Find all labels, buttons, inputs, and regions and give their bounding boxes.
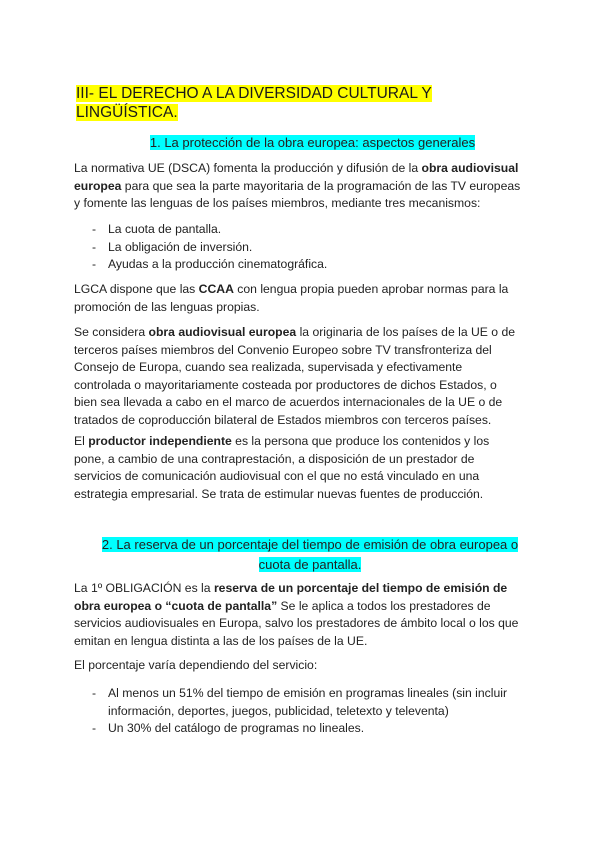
obra-text-1: Se considera bbox=[74, 325, 149, 339]
obra-europea-paragraph bbox=[74, 324, 522, 430]
list-item-text: La cuota de pantalla. bbox=[108, 222, 222, 236]
list-item: - La obligación de inversión. bbox=[92, 239, 253, 254]
lgca-bold: CCAA bbox=[198, 282, 234, 296]
list-item-text: Ayudas a la producción cinematográfica. bbox=[108, 257, 328, 272]
percentage-list bbox=[92, 685, 512, 738]
list-item: - Ayudas a la producción cinematográfica. bbox=[92, 257, 328, 272]
subsection-heading-1-text: 1. La protección de la obra europea: aspectos generales bbox=[149, 135, 476, 150]
obra-bold: obra audiovisual europea bbox=[148, 325, 297, 339]
mechanisms-list bbox=[92, 221, 512, 274]
section-title-text: III- EL DERECHO A LA DIVERSIDAD CULTURAL Y LINGÜÍSTICA. bbox=[76, 85, 432, 121]
list-item: - La cuota de pantalla. bbox=[92, 222, 222, 236]
intro-paragraph bbox=[74, 160, 522, 213]
oblig-text-1: La 1º OBLIGACIÓN es la bbox=[74, 581, 214, 595]
list-item-text: Un 30% del catálogo de programas no lineales. bbox=[108, 721, 365, 736]
porcentaje-paragraph: El porcentaje varía dependiendo del servicio: bbox=[74, 658, 318, 672]
subsection-heading-2-line1: 2. La reserva de un porcentaje del tiempo de emisión de obra europea o bbox=[101, 537, 519, 552]
subsection-heading-1 bbox=[140, 133, 485, 153]
section-title bbox=[76, 84, 526, 122]
list-item: - Un 30% del catálogo de programas no lineales. bbox=[92, 721, 365, 736]
productor-text-1: El bbox=[74, 434, 89, 448]
obra-text-2: la originaria de los países de la UE o de terceros países miembros del Convenio Europeo sobre TV transfronteriza del Consejo de Europa, cuando sea realizada, supervisada y efectivamente controlada o mayoritariamente costeada por productores de dichos Estados, o bien sea llevada a cabo en el marco de acuerdos internacionales de la UE o de tratados de coproducción bilateral de Estados miembros con terceros países. bbox=[74, 325, 516, 427]
lgca-text-1: LGCA dispone que las bbox=[74, 282, 199, 296]
productor-bold: productor independiente bbox=[88, 434, 232, 448]
obligacion-paragraph bbox=[74, 580, 522, 650]
list-item: - Al menos un 51% del tiempo de emisión en programas lineales (sin incluir información, deportes, juegos, publicidad, teletexto y televenta) bbox=[92, 686, 508, 718]
oblig-bold: reserva de un porcentaje del tiempo de emisión de obra europea o “cuota de pantalla” bbox=[74, 581, 508, 613]
subsection-heading-2 bbox=[80, 535, 540, 575]
intro-text-1: La normativa UE (DSCA) fomenta la producción y difusión de la bbox=[74, 161, 422, 175]
lgca-text-2: con lengua propia pueden aprobar normas para la promoción de las lenguas propias. bbox=[74, 282, 509, 314]
list-item-text: Al menos un 51% del tiempo de emisión en programas lineales (sin incluir información, deportes, juegos, publicidad, teletexto y televenta) bbox=[108, 686, 508, 718]
productor-text-2: es la persona que produce los contenidos y los pone, a cambio de una contraprestación, a disposición de un prestador de servicios de comunicación audiovisual con el que no está vinculado en una estrategia empresarial. Se trata de estimular nuevas fuentes de producción. bbox=[74, 434, 490, 501]
lgca-paragraph bbox=[74, 281, 522, 316]
productor-paragraph bbox=[74, 433, 522, 503]
subsection-heading-2-line2: cuota de pantalla. bbox=[258, 557, 362, 572]
list-item-text: La obligación de inversión. bbox=[108, 239, 253, 254]
oblig-text-2: Se le aplica a todos los prestadores de servicios audiovisuales en Europa, salvo los prestadores de ámbito local o los que emitan en lengua distinta a las de los países de la UE. bbox=[74, 598, 519, 648]
intro-bold: obra audiovisual europea bbox=[74, 161, 519, 193]
intro-text-2: para que sea la parte mayoritaria de la programación de las TV europeas y fomente las lenguas de los países miembros, mediante tres mecanismos: bbox=[74, 178, 521, 211]
